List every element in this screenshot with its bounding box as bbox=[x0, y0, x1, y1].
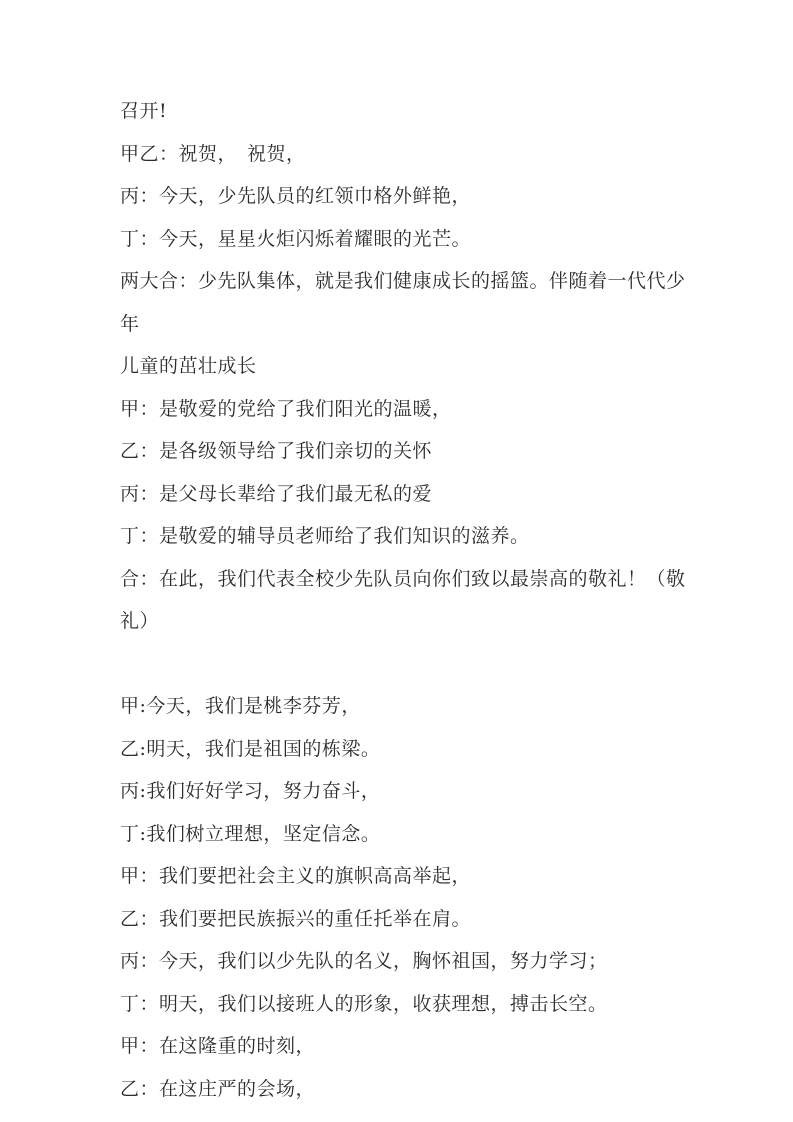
text-line: 召开! bbox=[120, 100, 168, 122]
text-line: 甲:今天，我们是桃李芬芳， bbox=[120, 695, 361, 717]
text-line: 甲：是敬爱的党给了我们阳光的温暖， bbox=[120, 397, 452, 420]
document-body bbox=[120, 90, 693, 1110]
text-line: 合：在此，我们代表全校少先队员向你们致以最崇高的敬礼！（敬礼） bbox=[120, 567, 686, 632]
text-line bbox=[120, 643, 693, 686]
text-line: 丁：是敬爱的辅导员老师给了我们知识的滋养。 bbox=[120, 525, 530, 547]
text-line: 乙：我们要把民族振兴的重任托举在肩。 bbox=[120, 907, 472, 930]
text-line: 丙:我们好好学习，努力奋斗， bbox=[120, 780, 381, 802]
text-line: 丙：今天，我们以少先队的名义，胸怀祖国，努力学习； bbox=[120, 950, 608, 972]
text-line: 两大合：少先队集体，就是我们健康成长的摇篮。伴随着一代代少年 bbox=[120, 270, 686, 335]
text-line: 丙：是父母长辈给了我们最无私的爱 bbox=[120, 482, 433, 505]
text-line: 乙:明天，我们是祖国的栋梁。 bbox=[120, 737, 381, 760]
text-line: 甲乙：祝贺， 祝贺， bbox=[120, 142, 306, 165]
text-line: 丁：明天，我们以接班人的形象，收获理想，搏击长空。 bbox=[120, 992, 608, 1015]
text-line: 丁：今天，星星火炬闪烁着耀眼的光芒。 bbox=[120, 227, 472, 250]
text-line: 丙：今天，少先队员的红领巾格外鲜艳， bbox=[120, 185, 472, 207]
text-line: 丁:我们树立理想，坚定信念。 bbox=[120, 822, 381, 845]
text-line: 甲：在这隆重的时刻， bbox=[120, 1035, 316, 1057]
text-line: 儿童的茁壮成长 bbox=[120, 355, 257, 377]
text-line: 乙：是各级领导给了我们亲切的关怀 bbox=[120, 440, 433, 462]
text-line: 甲：我们要把社会主义的旗帜高高举起， bbox=[120, 865, 472, 887]
text-line: 乙：在这庄严的会场， bbox=[120, 1077, 316, 1100]
